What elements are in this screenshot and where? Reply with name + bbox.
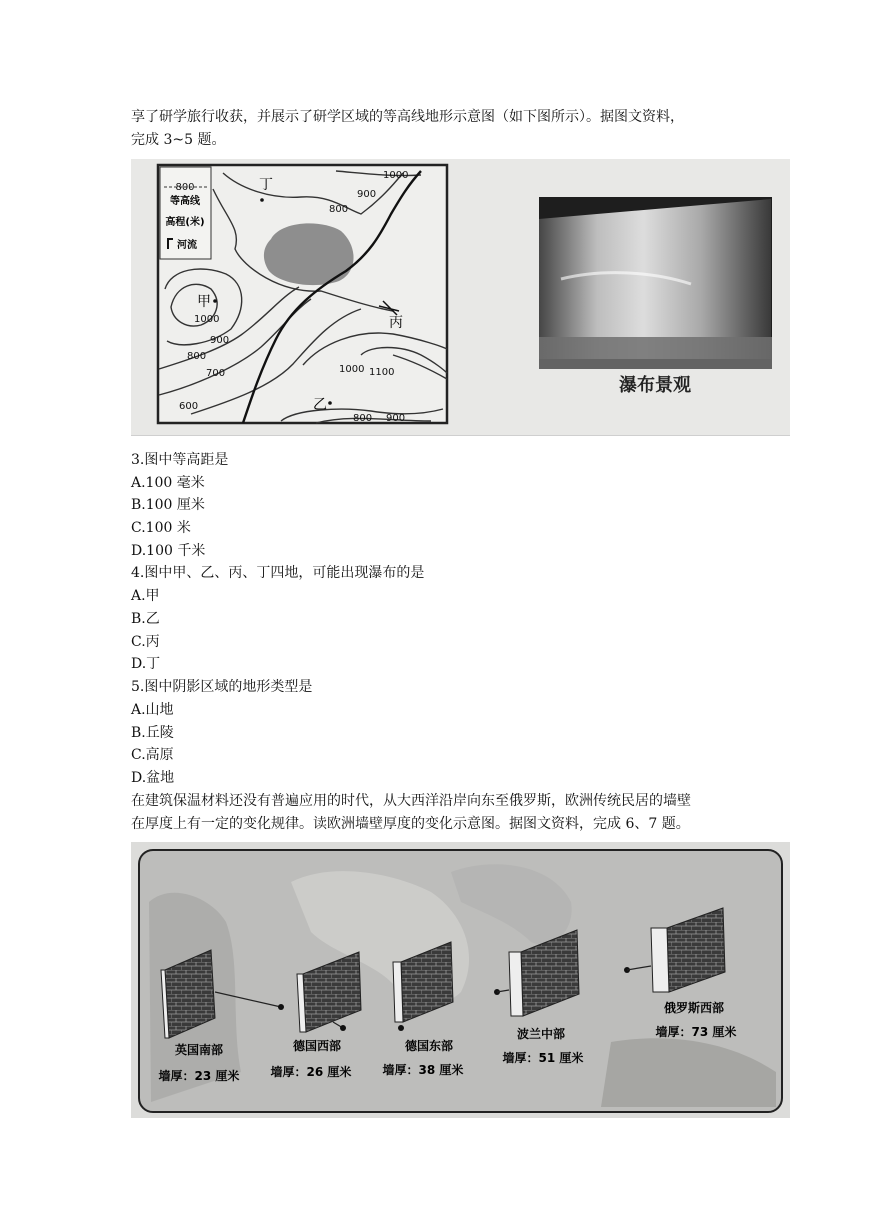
question-5-option-d: D.盆地 (131, 770, 175, 786)
legend-contour-label: 等高线 (170, 196, 200, 207)
svg-text:900: 900 (210, 335, 230, 346)
question-4-option-c: C.丙 (131, 634, 160, 650)
question-4-stem: 4.图中甲、乙、丙、丁四地，可能出现瀑布的是 (131, 565, 425, 581)
place-yi: 乙 (313, 397, 327, 413)
question-5-stem: 5.图中阴影区域的地形类型是 (131, 679, 313, 695)
intro2-line-1: 在建筑保温材料还没有普遍应用的时代，从大西洋沿岸向东至俄罗斯，欧洲传统民居的墙壁 (131, 793, 691, 809)
svg-text:1000: 1000 (194, 314, 220, 325)
legend-elevation-label: 高程(米) (165, 217, 205, 228)
place-bing: 丙 (389, 315, 403, 331)
wall-thickness-russia-west: 墙厚：73 厘米 (655, 1025, 737, 1039)
svg-text:800: 800 (187, 351, 207, 362)
intro-line-1: 享了研学旅行收获，并展示了研学区域的等高线地形示意图（如下图所示）。据图文资料， (131, 109, 684, 125)
legend-river-label: 河流 (177, 240, 197, 251)
svg-text:900: 900 (386, 413, 406, 424)
wall-thickness-germany-west: 墙厚：26 厘米 (270, 1065, 352, 1079)
question-3-option-d: D.100 千米 (131, 543, 206, 559)
question-5-option-c: C.高原 (131, 747, 174, 763)
photo-caption: 瀑布景观 (619, 375, 691, 396)
question-3-stem: 3.图中等高距是 (131, 452, 229, 468)
svg-text:1000: 1000 (383, 170, 409, 181)
wall-label-germany-west: 德国西部 (292, 1039, 342, 1053)
wall-label-germany-east: 德国东部 (404, 1039, 454, 1053)
place-ding: 丁 (259, 177, 273, 193)
question-3-option-b: B.100 厘米 (131, 497, 205, 513)
europe-map-svg (131, 842, 790, 1118)
contour-map-figure (131, 159, 790, 436)
svg-text:1000: 1000 (339, 364, 365, 375)
contour-map-svg (131, 159, 790, 435)
wall-thickness-poland-central: 墙厚：51 厘米 (502, 1051, 584, 1065)
wall-thickness-uk-south: 墙厚：23 厘米 (158, 1069, 240, 1083)
wall-label-poland-central: 波兰中部 (516, 1027, 566, 1041)
svg-text:800: 800 (353, 413, 373, 424)
question-3-option-c: C.100 米 (131, 520, 191, 536)
question-4-option-b: B.乙 (131, 611, 160, 627)
svg-text:900: 900 (357, 189, 377, 200)
svg-text:700: 700 (206, 368, 226, 379)
svg-text:600: 600 (179, 401, 199, 412)
question-4-option-d: D.丁 (131, 656, 161, 672)
svg-text:1100: 1100 (369, 367, 395, 378)
wall-thickness-germany-east: 墙厚：38 厘米 (382, 1063, 464, 1077)
question-3-option-a: A.100 毫米 (131, 475, 205, 491)
question-5-option-b: B.丘陵 (131, 725, 174, 741)
place-jia: 甲 (197, 294, 211, 310)
europe-wall-figure (131, 842, 790, 1118)
wall-label-uk-south: 英国南部 (174, 1043, 224, 1057)
svg-text:800: 800 (329, 204, 349, 215)
intro-line-2: 完成 3~5 题。 (131, 132, 226, 148)
wall-label-russia-west: 俄罗斯西部 (663, 1001, 725, 1015)
intro2-line-2: 在厚度上有一定的变化规律。读欧洲墙壁厚度的变化示意图。据图文资料，完成 6、7 题。 (131, 816, 690, 832)
legend-contour-value: 800 (175, 182, 195, 193)
question-4-option-a: A.甲 (131, 588, 160, 604)
question-5-option-a: A.山地 (131, 702, 174, 718)
